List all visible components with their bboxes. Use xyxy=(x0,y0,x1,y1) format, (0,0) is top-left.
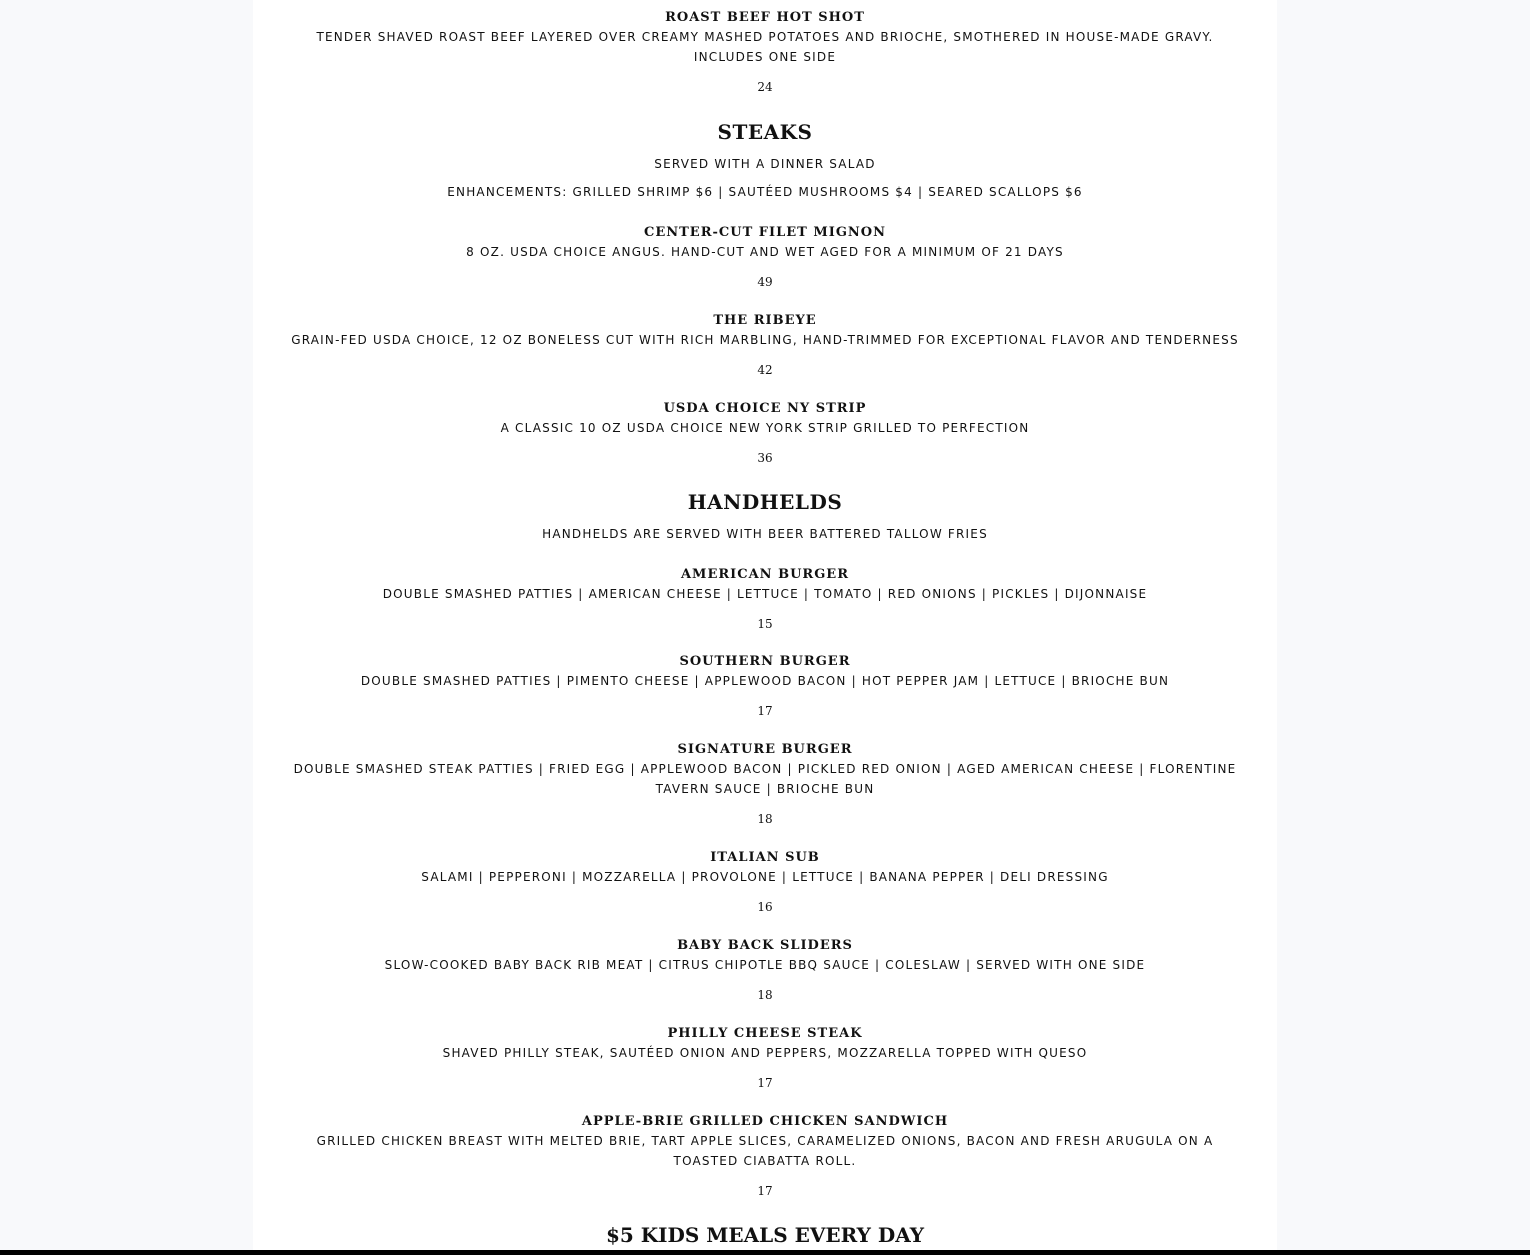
item-price: 17 xyxy=(757,1076,773,1090)
item-name: PHILLY CHEESE STEAK xyxy=(667,1026,863,1041)
item-name: APPLE-BRIE GRILLED CHICKEN SANDWICH xyxy=(581,1114,949,1129)
item-price: 17 xyxy=(757,1184,773,1198)
menu-item xyxy=(253,654,1277,719)
item-name: SIGNATURE BURGER xyxy=(677,742,853,757)
menu-page xyxy=(253,0,1277,1250)
menu-item xyxy=(253,938,1277,1003)
menu-item xyxy=(253,401,1277,466)
item-description: DOUBLE SMASHED PATTIES | PIMENTO CHEESE | APPLEWOOD BACON | HOT PEPPER JAM | LETTUCE | BRIOCHE BUN xyxy=(360,674,1170,688)
item-name: SOUTHERN BURGER xyxy=(679,654,851,669)
item-description: TENDER SHAVED ROAST BEEF LAYERED OVER CREAMY MASHED POTATOES AND BRIOCHE, SMOTHERED IN HOUSE-MADE GRAVY. INCLUDES ONE SIDE xyxy=(316,30,1214,64)
item-description: SLOW-COOKED BABY BACK RIB MEAT | CITRUS CHIPOTLE BBQ SAUCE | COLESLAW | SERVED WITH ONE SIDE xyxy=(384,958,1146,972)
menu-item xyxy=(253,850,1277,915)
item-description: GRILLED CHICKEN BREAST WITH MELTED BRIE, TART APPLE SLICES, CARAMELIZED ONIONS, BACON AND FRESH ARUGULA ON A TOASTED CIABATTA ROLL. xyxy=(316,1134,1214,1168)
bottom-border xyxy=(0,1250,1530,1255)
section-note: SERVED WITH A DINNER SALAD xyxy=(654,157,876,171)
item-price: 18 xyxy=(757,988,773,1002)
item-name: ROAST BEEF HOT SHOT xyxy=(665,10,865,25)
item-description: SALAMI | PEPPERONI | MOZZARELLA | PROVOLONE | LETTUCE | BANANA PEPPER | DELI DRESSING xyxy=(421,870,1109,884)
item-price: 36 xyxy=(757,451,773,465)
item-name: USDA CHOICE NY STRIP xyxy=(663,401,867,416)
item-price: 42 xyxy=(757,363,773,377)
item-name: BABY BACK SLIDERS xyxy=(677,938,853,953)
item-description: DOUBLE SMASHED PATTIES | AMERICAN CHEESE | LETTUCE | TOMATO | RED ONIONS | PICKLES | DIJONNAISE xyxy=(382,587,1148,601)
item-description: SHAVED PHILLY STEAK, SAUTÉED ONION AND PEPPERS, MOZZARELLA TOPPED WITH QUESO xyxy=(442,1046,1088,1060)
section-title-steaks: STEAKS xyxy=(717,120,813,144)
item-price: 17 xyxy=(757,704,773,718)
kids-meals-banner: $5 KIDS MEALS EVERY DAY xyxy=(605,1223,925,1247)
menu-item xyxy=(253,742,1277,827)
item-name: AMERICAN BURGER xyxy=(680,567,850,582)
menu-item xyxy=(253,313,1277,378)
menu-item xyxy=(253,1114,1277,1199)
section-note: HANDHELDS ARE SERVED WITH BEER BATTERED TALLOW FRIES xyxy=(542,527,988,541)
item-name: THE RIBEYE xyxy=(713,313,817,328)
item-description: A CLASSIC 10 OZ USDA CHOICE NEW YORK STRIP GRILLED TO PERFECTION xyxy=(500,421,1030,435)
menu-item xyxy=(253,567,1277,632)
menu-item xyxy=(253,225,1277,290)
item-price: 15 xyxy=(757,617,773,631)
item-price: 24 xyxy=(757,80,773,94)
item-price: 49 xyxy=(757,275,773,289)
item-price: 18 xyxy=(757,812,773,826)
item-description: 8 OZ. USDA CHOICE ANGUS. HAND-CUT AND WET AGED FOR A MINIMUM OF 21 DAYS xyxy=(466,245,1064,259)
menu-item xyxy=(253,10,1277,95)
item-name: ITALIAN SUB xyxy=(710,850,820,865)
section-note: ENHANCEMENTS: GRILLED SHRIMP $6 | SAUTÉED MUSHROOMS $4 | SEARED SCALLOPS $6 xyxy=(447,185,1083,199)
item-name: CENTER-CUT FILET MIGNON xyxy=(643,225,887,240)
menu-item xyxy=(253,1026,1277,1091)
item-description: GRAIN-FED USDA CHOICE, 12 OZ BONELESS CUT WITH RICH MARBLING, HAND-TRIMMED FOR EXCEPTIONAL FLAVOR AND TENDERNESS xyxy=(291,333,1239,347)
item-price: 16 xyxy=(757,900,773,914)
item-description: DOUBLE SMASHED STEAK PATTIES | FRIED EGG | APPLEWOOD BACON | PICKLED RED ONION | AGED AMERICAN CHEESE | FLORENTINE TAVERN SAUCE | BRIOCHE BUN xyxy=(293,762,1237,796)
section-title-handhelds: HANDHELDS xyxy=(687,490,843,514)
